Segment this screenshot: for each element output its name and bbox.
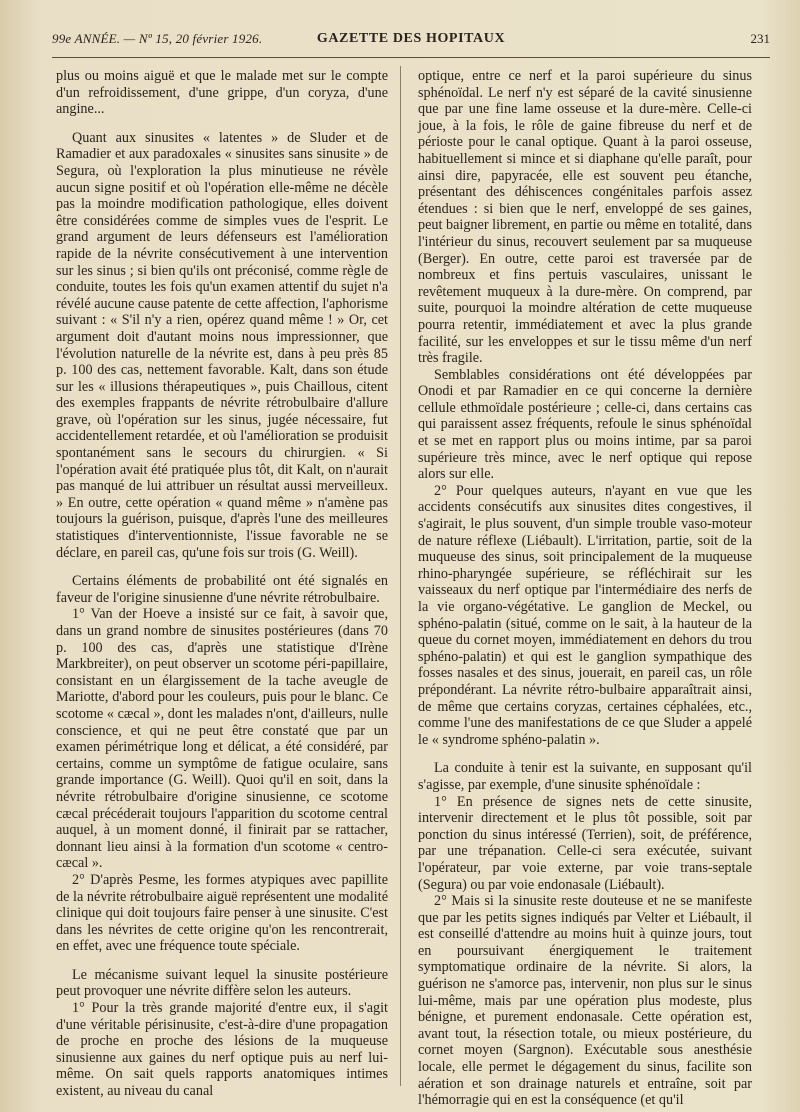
- page-number: 231: [750, 31, 770, 46]
- paragraph: 1° Van der Hoeve a insisté sur ce fait, à savoir que, dans un grand nombre de sinusites postérieures (dans 70 p. 100 des cas, d'après une statistique d'Irène Markbreiter), on peut observer un scotome péri-papillaire, consistant en un élargissement de la tache aveugle de Mariotte, d'abord pour les couleurs, puis pour le blanc. Ce scotome « cæcal », dont les malades n'ont, d'ailleurs, nulle conscience, et qui ne peut être constaté que par un examen périmétrique long et délicat, a été considéré, par certains, comme un symptôme de fatigue oculaire, sans grande importance (G. Weill). Quoi qu'il en soit, dans la névrite rétrobulbaire d'origine sinusienne, ce scotome cæcal précéderait toujours l'apparition du scotome central auquel, à un moment donné, il finirait par se rattacher, donnant lieu ainsi à la formation d'un scotome « centro-cæcal ».: [56, 606, 388, 872]
- left-column: [56, 68, 388, 1100]
- paragraph: 1° Pour la très grande majorité d'entre eux, il s'agit d'une véritable périsinusite, c'est-à-dire d'une propagation de proche en proche des lésions de la muqueuse sinusienne aux gaines du nerf optique puis au nerf lui-même. On sait quels rapports anatomiques intimes existent, au niveau du canal: [56, 1000, 388, 1100]
- paragraph: 2° Pour quelques auteurs, n'ayant en vue que les accidents consécutifs aux sinusites dites congestives, il s'agirait, le plus souvent, d'un simple trouble vaso-moteur de nature réflexe (Liébault). L'irritation, partie, soit de la muqueuse des sinus, soit principalement de la muqueuse rhino-pharyngée supérieure, se réfléchirait sur les vaisseaux du nerf optique par l'intermédiaire des nerfs de la vie organo-végétative. Le ganglion de Meckel, ou sphéno-palatin (situé, comme on le sait, à la hauteur de la queue du cornet moyen, immédiatement en dehors du trou sphéno-palatin) et qui est le ganglion sympathique des fosses nasales et des sinus, jouerait, en pareil cas, un rôle prépondérant. La névrite rétro-bulbaire apparaîtrait ainsi, de même que certains coryzas, certaines céphalées, etc., comme l'une des manifestations de ce que Sluder a appelé le « syndrome sphéno-palatin ».: [418, 482, 752, 748]
- paragraph: Quant aux sinusites « latentes » de Sluder et de Ramadier et aux paradoxales « sinusites sans sinusite » de Segura, où l'exploration la plus minutieuse ne révèle aucun signe positif et où l'opération elle-même ne décèle pas la moindre modification pathologique, elles doivent être considérées comme de simples vues de l'esprit. Le grand argument de leurs défenseurs est l'amélioration rapide de la névrite consécutivement à une intervention sur les sinus ; si bien qu'ils ont préconisé, comme règle de conduite, toutes les fois qu'un examen attentif du sujet n'a révélé aucune cause patente de cette affection, l'aphorisme suivant : « S'il n'y a rien, opérez quand même ! » Or, cet argument doit d'autant moins nous impressionner, que l'évolution naturelle de la névrite est, dans à peu près 85 p. 100 des cas, nettement favorable. Kalt, dans son étude sur les « illusions thérapeutiques », puis Chaillous, citent des exemples frappants de névrite rétrobulbaire d'allure grave, où l'opération sur les sinus, jugée nécessaire, fut accidentellement retardée, et où l'amélioration se produisit spontanément sans le secours du chirurgien. « Si l'opération avait été pratiquée plus tôt, dit Kalt, on n'aurait pas manqué de lui attribuer un résultat aussi merveilleux. » En outre, cette opération « quand même » n'amène pas toujours la guérison, puisque, d'après l'une des meilleures statistiques d'interventionniste, l'issue favorable ne se déclare, en pareil cas, qu'une fois sur trois (G. Weill).: [56, 129, 388, 561]
- issue-info: 99e ANNÉE. — Nº 15, 20 février 1926.: [52, 31, 263, 46]
- column-divider: [400, 66, 401, 1086]
- paragraph: optique, entre ce nerf et la paroi supérieure du sinus sphénoïdal. Le nerf n'y est séparé de la cavité sinusienne que par une fine lame osseuse et la dure-mère. Celle-ci joue, à la fois, le rôle de gaine fibreuse du nerf et de périoste pour le canal optique. Quant à la paroi osseuse, habituellement si mince et si diaphane qu'elle paraît, pour ainsi dire, papyracée, elle est souvent peu étanche, présentant des déhiscences congénitales parfois assez étendues : si bien que le nerf, enveloppé de ses gaines, peut baigner librement, en partie ou même en totalité, dans l'intérieur du sinus, recouvert seulement par sa muqueuse (Berger). En outre, cette paroi est traversée par de nombreux et fins pertuis vasculaires, unissant le revêtement muqueux à la dure-mère. On comprend, par suite, pourquoi la moindre altération de cette muqueuse pourra retentir, immédiatement et avec la plus grande facilité, sur les enveloppes et sur le tissu même d'un nerf très fragile.: [418, 68, 752, 367]
- paragraph: Semblables considérations ont été développées par Onodi et par Ramadier en ce qui concerne la dernière cellule ethmoïdale postérieure ; celle-ci, dans certains cas qui paraissent assez fréquents, refoule le sinus sphénoïdal et se met en rapport plus ou moins intime, par sa paroi supérieure très mince, avec le nerf optique qui repose alors sur elle.: [418, 366, 752, 483]
- paragraph: La conduite à tenir est la suivante, en supposant qu'il s'agisse, par exemple, d'une sinusite sphénoïdale :: [418, 760, 752, 793]
- paragraph: 2° D'après Pesme, les formes atypiques avec papillite de la névrite rétrobulbaire aiguë représentent une modalité clinique qui doit toujours faire penser à une sinusite. C'est dans les névrites de cette origine qu'on les rencontrerait, en effet, avec une fréquence toute spéciale.: [56, 871, 388, 955]
- paragraph: 1° En présence de signes nets de cette sinusite, intervenir directement et le plus tôt possible, soit par ponction du sinus intéressé (Terrien), soit, de préférence, par une trépanation. Celle-ci sera exécutée, suivant l'opérateur, par voie externe, par voie trans-septale (Segura) ou par voie endonasale (Liébault).: [418, 793, 752, 893]
- journal-title: GAZETTE DES HOPITAUX: [316, 31, 506, 46]
- paragraph: 2° Mais si la sinusite reste douteuse et ne se manifeste que par les petits signes indiqués par Velter et Liébault, il est conseillé d'attendre au moins huit à quinze jours, tout en poursuivant énergiquement le traitement symptomatique ordinaire de la névrite. Si alors, la guérison ne s'amorce pas, intervenir, non plus sur le sinus lui-même, mais par une opération plus modeste, plus bénigne, et purement endonasale. Cette opération est, avant tout, la résection totale, ou mieux postérieure, du cornet moyen (Sargnon). Exécutable sous anesthésie locale, elle permet le dégagement du sinus, facilite son aération et son drainage naturels et entraîne, soit par l'hémorragie qui en est la conséquence (et qu'il: [418, 893, 752, 1109]
- right-column: [418, 68, 752, 1109]
- paragraph: plus ou moins aiguë et que le malade met sur le compte d'un refroidissement, d'une grippe, d'un coryza, d'une angine...: [56, 68, 388, 118]
- header-rule: [52, 57, 770, 58]
- paragraph: Le mécanisme suivant lequel la sinusite postérieure peut provoquer une névrite diffère selon les auteurs.: [56, 966, 388, 1000]
- page-header: [52, 31, 770, 53]
- paragraph: Certains éléments de probabilité ont été signalés en faveur de l'origine sinusienne d'une névrite rétrobulbaire.: [56, 573, 388, 606]
